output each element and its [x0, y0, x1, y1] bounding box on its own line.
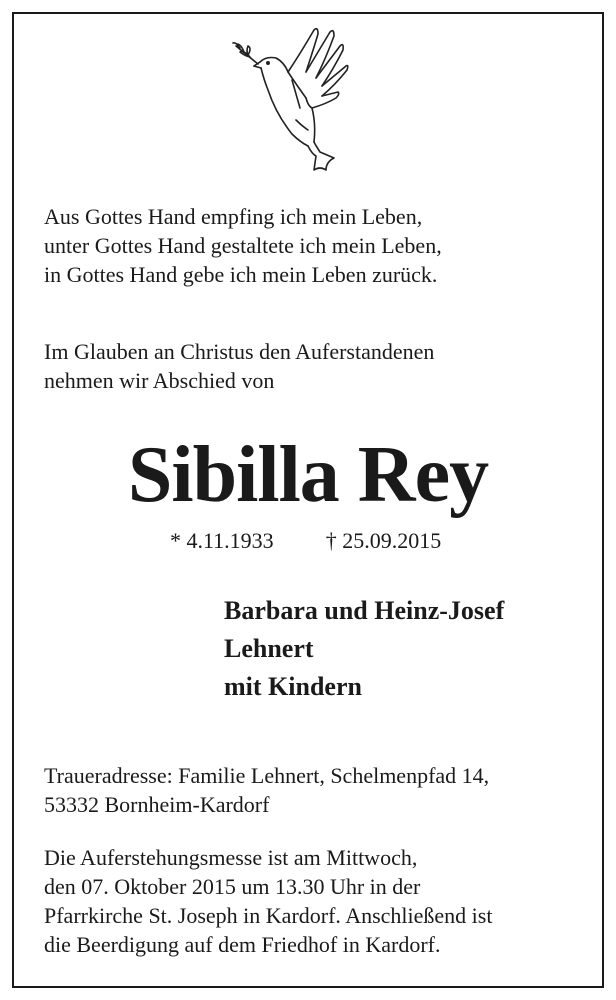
intro-line: Im Glauben an Christus den Auferstandenen	[44, 339, 435, 364]
intro-line: nehmen wir Abschied von	[44, 368, 275, 393]
service-line: den 07. Oktober 2015 um 13.30 Uhr in der	[44, 874, 421, 899]
life-dates	[170, 527, 441, 555]
service-line: Pfarrkirche St. Joseph in Kardorf. Anschließend ist	[44, 903, 493, 928]
address-line: 53332 Bornheim-Kardorf	[44, 792, 270, 817]
family-line: Lehnert	[224, 634, 314, 663]
scripture-verse	[44, 202, 442, 289]
verse-line: in Gottes Hand gebe ich mein Leben zurück.	[44, 262, 438, 287]
deceased-name: Sibilla Rey	[127, 431, 489, 519]
family-line: mit Kindern	[224, 672, 362, 701]
dove-with-olive-branch-icon	[230, 24, 350, 180]
verse-line: Aus Gottes Hand empfing ich mein Leben,	[44, 204, 423, 229]
mourning-family	[224, 592, 504, 706]
family-line: Barbara und Heinz-Josef	[224, 596, 505, 625]
service-line: Die Auferstehungsmesse ist am Mittwoch,	[44, 845, 418, 870]
farewell-intro	[44, 337, 434, 395]
address-line: Traueradresse: Familie Lehnert, Schelmenpfad 14,	[44, 763, 490, 788]
birth-date: * 4.11.1933	[170, 528, 274, 553]
death-date: † 25.09.2015	[325, 528, 442, 553]
mourning-address	[44, 761, 489, 819]
service-line: die Beerdigung auf dem Friedhof in Kardorf.	[44, 932, 441, 957]
verse-line: unter Gottes Hand gestaltete ich mein Leben,	[44, 233, 442, 258]
service-details	[44, 843, 492, 959]
